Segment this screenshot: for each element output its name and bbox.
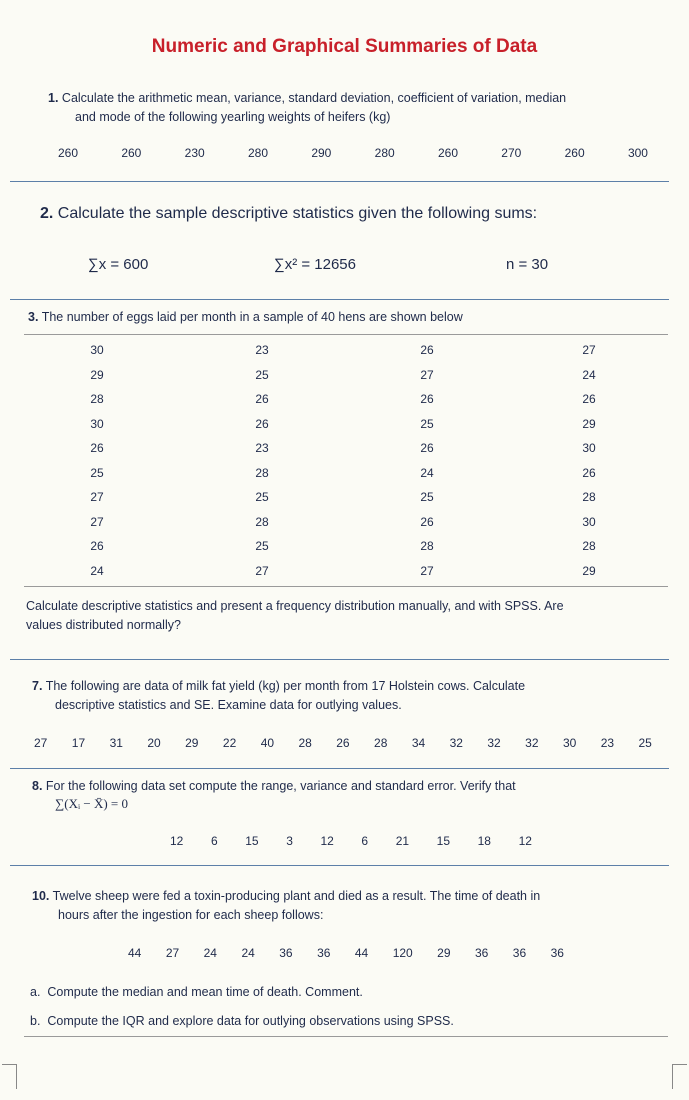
question-text: Twelve sheep were fed a toxin-producing plant and died as a result. The time of death in	[52, 889, 541, 903]
part-label: a.	[30, 985, 41, 999]
value-cell: 24	[241, 946, 255, 960]
table-column	[569, 343, 609, 588]
sample-size: n = 30	[506, 256, 549, 273]
table-cell: 27	[255, 563, 269, 578]
divider	[10, 299, 669, 300]
table-bottom-rule	[24, 586, 668, 587]
table-cell: 25	[420, 416, 434, 431]
death-times-row	[128, 946, 564, 960]
question-number: 8.	[32, 779, 43, 793]
part-text: Compute the median and mean time of death. Comment.	[47, 985, 363, 999]
table-cell: 28	[420, 539, 434, 553]
value-cell: 290	[311, 146, 332, 160]
value-cell: 6	[210, 834, 218, 848]
table-cell: 25	[90, 465, 104, 480]
table-cell: 29	[90, 367, 104, 382]
sum-x: ∑x = 600	[88, 256, 149, 273]
table-cell: 25	[420, 490, 434, 504]
table-cell: 30	[582, 514, 596, 529]
table-cell: 26	[255, 416, 269, 431]
table-column	[407, 343, 447, 588]
table-cell: 25	[255, 490, 269, 504]
table-cell: 29	[582, 416, 596, 431]
table-column	[77, 343, 117, 588]
table-cell: 28	[255, 465, 269, 480]
question-text-cont: hours after the ingestion for each sheep follows:	[58, 908, 324, 922]
value-cell: 44	[128, 946, 142, 960]
table-cell: 26	[255, 392, 269, 406]
table-cell: 26	[420, 441, 434, 455]
table-cell: 30	[90, 343, 104, 357]
question-number: 2.	[40, 205, 54, 222]
value-cell: 12	[518, 834, 532, 848]
question-1	[48, 89, 668, 108]
table-cell: 24	[420, 465, 434, 480]
value-cell: 36	[279, 946, 293, 960]
table-cell: 28	[90, 392, 104, 406]
table-cell: 24	[582, 367, 596, 382]
value-cell: 31	[109, 736, 123, 750]
table-cell: 24	[90, 563, 104, 578]
divider	[10, 181, 669, 182]
value-cell: 27	[34, 736, 48, 750]
question-3-instruction-cont: values distributed normally?	[26, 618, 181, 632]
value-cell: 17	[71, 736, 86, 750]
table-cell: 26	[90, 539, 104, 553]
question-8	[32, 777, 672, 796]
value-cell: 28	[374, 736, 388, 750]
table-cell: 27	[582, 343, 596, 357]
value-cell: 25	[638, 736, 652, 750]
table-cell: 25	[255, 367, 269, 382]
value-cell: 29	[185, 736, 199, 750]
value-cell: 280	[374, 146, 395, 160]
value-cell: 26	[336, 736, 350, 750]
table-cell: 30	[582, 441, 596, 455]
question-number: 1.	[48, 91, 59, 105]
part-text: Compute the IQR and explore data for outlying observations using SPSS.	[47, 1014, 454, 1028]
table-cell: 26	[582, 465, 596, 480]
value-cell: 20	[147, 736, 161, 750]
table-cell: 26	[420, 343, 434, 357]
page-corner-mark	[672, 1064, 687, 1089]
value-cell: 230	[184, 146, 205, 160]
table-column	[242, 343, 282, 588]
value-cell: 260	[437, 146, 458, 160]
question-text-cont: descriptive statistics and SE. Examine data for outlying values.	[55, 698, 402, 712]
question-10	[32, 887, 672, 906]
value-cell: 260	[564, 146, 585, 160]
value-cell: 6	[361, 834, 369, 848]
sum-x-squared: ∑x² = 12656	[274, 256, 356, 273]
value-cell: 36	[512, 946, 527, 960]
value-cell: 36	[474, 946, 489, 960]
question-text: Calculate the sample descriptive statistics given the following sums:	[57, 205, 538, 222]
value-cell: 44	[354, 946, 369, 960]
value-cell: 21	[395, 834, 410, 848]
value-cell: 36	[317, 946, 331, 960]
table-cell: 28	[582, 490, 596, 504]
value-cell: 22	[222, 736, 237, 750]
page-title: Numeric and Graphical Summaries of Data	[151, 36, 538, 57]
value-cell: 12	[170, 834, 184, 848]
table-cell: 25	[255, 539, 269, 553]
value-cell: 40	[260, 736, 275, 750]
weights-row	[58, 146, 648, 160]
value-cell: 300	[627, 146, 648, 160]
question-text: The number of eggs laid per month in a sample of 40 hens are shown below	[41, 310, 463, 324]
table-cell: 28	[582, 539, 596, 553]
value-cell: 36	[550, 946, 564, 960]
table-cell: 23	[255, 343, 269, 357]
question-3-instruction: Calculate descriptive statistics and present a frequency distribution manually, and with SPSS. Are	[26, 599, 564, 613]
question-text: The following are data of milk fat yield (kg) per month from 17 Holstein cows. Calculate	[45, 679, 526, 693]
page-corner-mark	[2, 1064, 17, 1089]
divider	[10, 768, 669, 769]
table-cell: 26	[420, 514, 434, 529]
divider	[24, 1036, 668, 1037]
value-cell: 29	[437, 946, 451, 960]
value-cell: 260	[58, 146, 79, 160]
value-cell: 280	[247, 146, 269, 160]
question-number: 7.	[32, 679, 43, 693]
table-cell: 27	[420, 367, 434, 382]
data-set-row	[170, 834, 532, 848]
table-cell: 26	[90, 441, 104, 455]
table-cell: 27	[90, 490, 104, 504]
table-cell: 30	[90, 416, 104, 431]
value-cell: 32	[525, 736, 539, 750]
divider	[10, 659, 669, 660]
table-cell: 27	[420, 563, 434, 578]
value-cell: 32	[449, 736, 463, 750]
value-cell: 32	[487, 736, 501, 750]
question-text: For the following data set compute the range, variance and standard error. Verify that	[45, 779, 516, 793]
table-cell: 26	[582, 392, 596, 406]
divider	[10, 865, 669, 866]
value-cell: 3	[286, 834, 293, 848]
table-cell: 28	[255, 514, 269, 529]
question-2	[40, 205, 680, 223]
part-label: b.	[30, 1014, 41, 1028]
question-7	[32, 677, 672, 696]
value-cell: 18	[477, 834, 491, 848]
milk-fat-row	[34, 736, 652, 750]
question-text: Calculate the arithmetic mean, variance, standard deviation, coefficient of variation, median	[61, 91, 567, 105]
value-cell: 23	[600, 736, 615, 750]
value-cell: 270	[501, 146, 522, 160]
table-top-rule	[24, 334, 668, 335]
part-a	[30, 983, 650, 1002]
question-text-cont: and mode of the following yearling weights of heifers (kg)	[75, 110, 391, 124]
value-cell: 34	[411, 736, 426, 750]
question-number: 3.	[28, 310, 39, 324]
formula: ∑(Xᵢ − X̄) = 0	[55, 796, 128, 811]
value-cell: 30	[562, 736, 577, 750]
table-cell: 27	[90, 514, 104, 529]
value-cell: 260	[121, 146, 142, 160]
table-cell: 29	[582, 563, 596, 578]
question-number: 10.	[32, 889, 50, 903]
value-cell: 12	[320, 834, 334, 848]
value-cell: 28	[298, 736, 312, 750]
value-cell: 27	[165, 946, 180, 960]
value-cell: 24	[203, 946, 217, 960]
value-cell: 15	[245, 834, 259, 848]
value-cell: 120	[392, 946, 413, 960]
question-3	[28, 308, 668, 327]
value-cell: 15	[436, 834, 451, 848]
table-cell: 26	[420, 392, 434, 406]
part-b	[30, 1012, 650, 1031]
table-cell: 23	[255, 441, 269, 455]
